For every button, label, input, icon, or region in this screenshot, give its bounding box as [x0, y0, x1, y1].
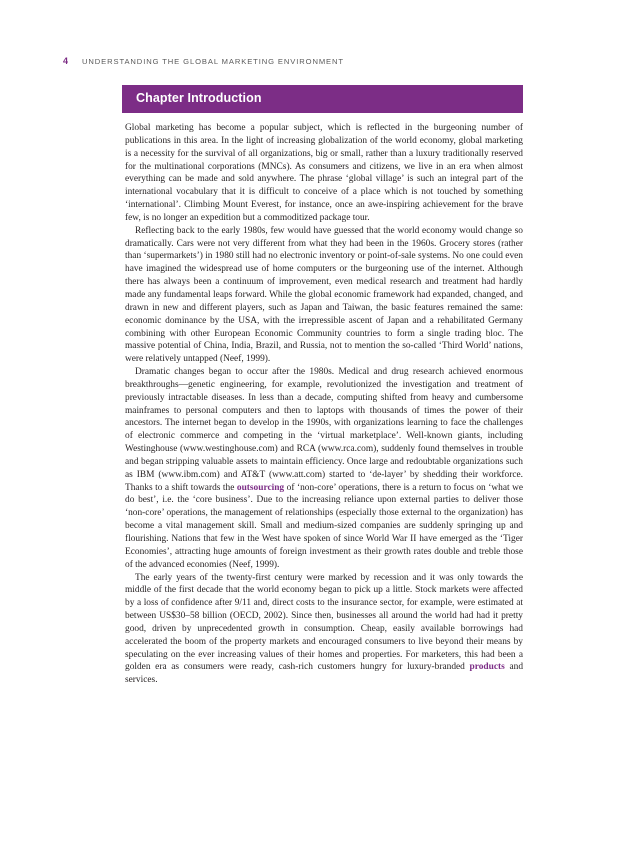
key-term-products[interactable]: products [469, 662, 505, 673]
chapter-introduction-banner [122, 85, 523, 113]
paragraph-3 [125, 366, 523, 572]
paragraph-4-text-b: and services. [125, 662, 524, 686]
page-number: 4 [63, 56, 69, 66]
body-text [125, 122, 523, 687]
paragraph-3-text-a: Dramatic changes began to occur after the 1980s. Medical and drug research achieved enormous breakthroughs—genetic engineering, for example, revolutionized the investigation and treatment of previously intractable diseases. In less than a decade, computing shifted from heavy and cumbersome mainframes to personal computers and then to laptops with thousands of times the power of their ancestors. The internet began to develop in the 1990s, with organizations learning to face the challenges of electronic commerce and competing in the ‘virtual marketplace’. Well-known giants, including Westinghouse (www.westinghouse.com) and RCA (www.rca.com), suddenly found themselves in trouble and began stripping valuable assets to maintain efficiency. Once large and redoubtable organizations such as IBM (www.ibm.com) and AT&T (www.att.com) started to ‘de-layer’ by shedding their workforce. Thanks to a shift towards the [125, 367, 523, 493]
section-title: Chapter Introduction [136, 91, 262, 105]
paragraph-4 [125, 572, 523, 688]
paragraph-3-text-b: of ‘non-core’ operations, there is a return to focus on ‘what we do best’, i.e. the ‘core business’. Due to the increasing reliance upon external parties to deliver those ‘non-core’ operations, the management of relationships (especially those external to the organization) has become a vital management skill. Small and medium-sized companies are suddenly springing up and flourishing. Nations that few in the West have spoken of since World War II have emerged as the ‘Tiger Economies’, attracting huge amounts of foreign investment as their growth rates double and treble those of the advanced economies (Neef, 1999). [125, 482, 524, 570]
paragraph-4-text-a: The early years of the twenty-first century were marked by recession and it was only towards the middle of the first decade that the world economy began to pick up a little. Stock markets were affected by a loss of confidence after 9/11 and, direct costs to the insurance sector, for example, were estimated at between US$30–58 billion (OECD, 2002). Since then, businesses all around the world had had it pretty good, driven by unprecedented growth in consumption. Cheap, easily available borrowings had accelerated the boom of the property markets and encouraged consumers to live beyond their means by speculating on the ever increasing values of their homes and properties. For marketers, this had been a golden era as consumers were ready, cash-rich customers hungry for luxury-branded [125, 572, 523, 673]
running-head [63, 56, 344, 70]
paragraph-1: Global marketing has become a popular subject, which is reflected in the burgeoning number of publications in this area. In the light of increasing globalization of the world economy, global marketing is a necessity for the survival of all organizations, big or small, rather than a luxury traditionally reserved for the multinational corporations (MNCs). As consumers and citizens, we live in an era when almost everything can be made and sold anywhere. The phrase ‘global village’ is such an integral part of the international vocabulary that it is difficult to conceive of a place which is not touched by something ‘international’. Climbing Mount Everest, for instance, once an awe-inspiring achievement for the brave few, is no longer an expedition but a commoditized package tour. [125, 123, 523, 223]
paragraph-2: Reflecting back to the early 1980s, few would have guessed that the world economy would change so dramatically. Cars were not very different from what they had been in the 1960s. Grocery stores (rather than ‘supermarkets’) in 1980 still had no electronic inventory or point-of-sale systems. No one could even have imagined the widespread use of home computers or the burgeoning use of the internet. Although there has always been a continuum of improvement, even medical research and treatment had hardly made any fundamental leaps forward. While the global economic framework had expanded, changed, and drawn in new and different players, such as Japan and Taiwan, the basic features remained the same: economic dominance by the USA, with the irrepressible ascent of Japan and a rehabilitated Germany combining with other European Economic Community countries to form a single trading bloc. The massive potential of China, India, Brazil, and Russia, not to mention the so-called ‘Third World’ nations, were relatively untapped (Neef, 1999). [125, 225, 523, 365]
key-term-outsourcing[interactable]: outsourcing [236, 482, 285, 493]
running-title: UNDERSTANDING THE GLOBAL MARKETING ENVIRONMENT [82, 57, 344, 66]
